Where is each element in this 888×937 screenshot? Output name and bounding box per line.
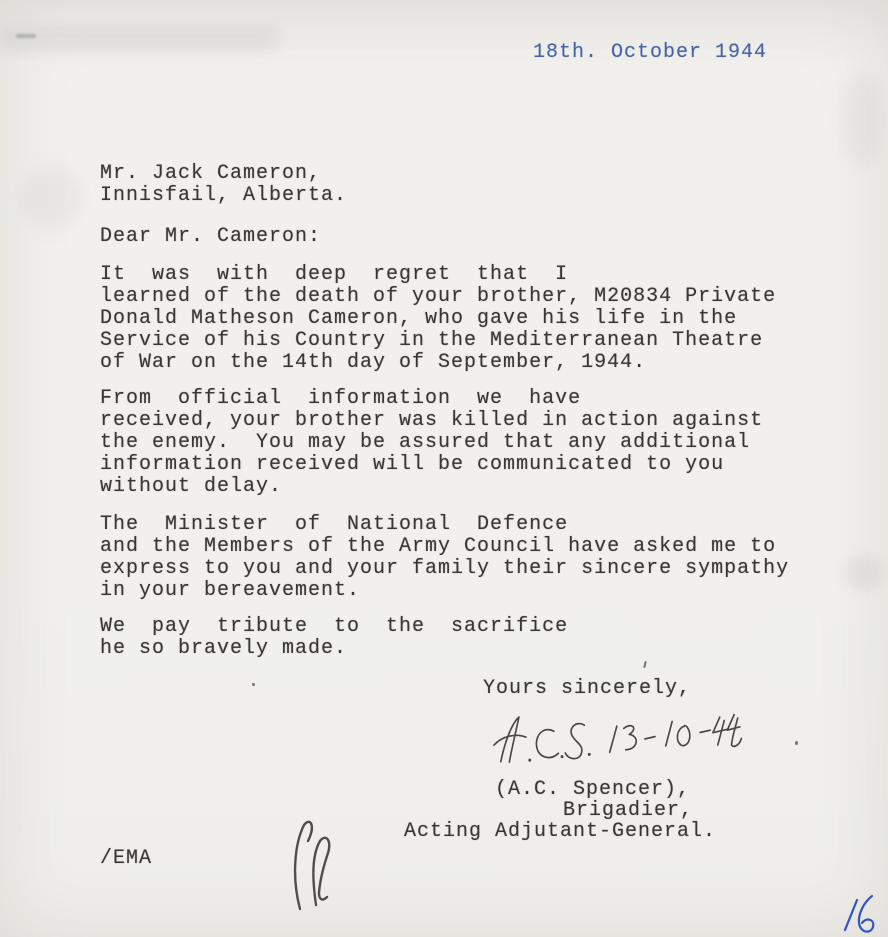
paragraph-line: received, your brother was killed in action against	[100, 409, 764, 432]
ink-speck	[252, 683, 255, 686]
paragraph-line: From official information we have	[100, 387, 582, 410]
closing-salutation: Yours sincerely,	[483, 677, 692, 700]
paragraph-line: he so bravely made.	[100, 637, 348, 660]
paragraph-3	[100, 514, 789, 602]
letter-date: 18th. October 1944	[533, 41, 768, 64]
signature-name: (A.C. Spencer),	[495, 778, 691, 801]
handwritten-page-number	[838, 892, 878, 936]
recipient-line: Mr. Jack Cameron,	[100, 162, 322, 185]
signature-rank: Brigadier,	[563, 799, 694, 822]
paragraph-line: without delay.	[100, 475, 283, 498]
paragraph-line: information received will be communicated to you	[100, 453, 725, 476]
paragraph-line: express to you and your family their sincere sympathy	[100, 557, 790, 580]
paragraph-line: The Minister of National Defence	[100, 513, 569, 536]
handwritten-paraph	[270, 817, 340, 913]
paragraph-line: Service of his Country in the Mediterranean Theatre	[100, 329, 764, 352]
paper-smudge	[846, 556, 882, 590]
salutation: Dear Mr. Cameron:	[100, 225, 322, 248]
paragraph-line: of War on the 14th day of September, 1944.	[100, 351, 647, 374]
paragraph-line: and the Members of the Army Council have asked me to	[100, 535, 777, 558]
paper-smudge	[16, 34, 36, 38]
handwritten-signature	[484, 697, 743, 776]
paper-smudge	[22, 168, 82, 228]
paragraph-line: learned of the death of your brother, M20834 Private	[100, 285, 777, 308]
paper-smudge	[842, 74, 884, 166]
paragraph-line: Donald Matheson Cameron, who gave his life in the	[100, 307, 738, 330]
signature-title: Acting Adjutant-General.	[404, 820, 717, 843]
paper-smudge	[0, 26, 280, 52]
paragraph-1	[100, 264, 776, 374]
recipient-address	[100, 163, 347, 207]
ink-speck	[643, 661, 647, 668]
ink-speck	[795, 741, 798, 745]
typist-initials: /EMA	[100, 847, 153, 870]
paragraph-line: in your bereavement.	[100, 579, 361, 602]
paragraph-2	[100, 388, 763, 498]
paragraph-line: the enemy. You may be assured that any additional	[100, 431, 751, 454]
paragraph-line: It was with deep regret that I	[100, 263, 569, 286]
recipient-line: Innisfail, Alberta.	[100, 184, 348, 207]
paragraph-4	[100, 616, 568, 660]
paragraph-line: We pay tribute to the sacrifice	[100, 615, 569, 638]
